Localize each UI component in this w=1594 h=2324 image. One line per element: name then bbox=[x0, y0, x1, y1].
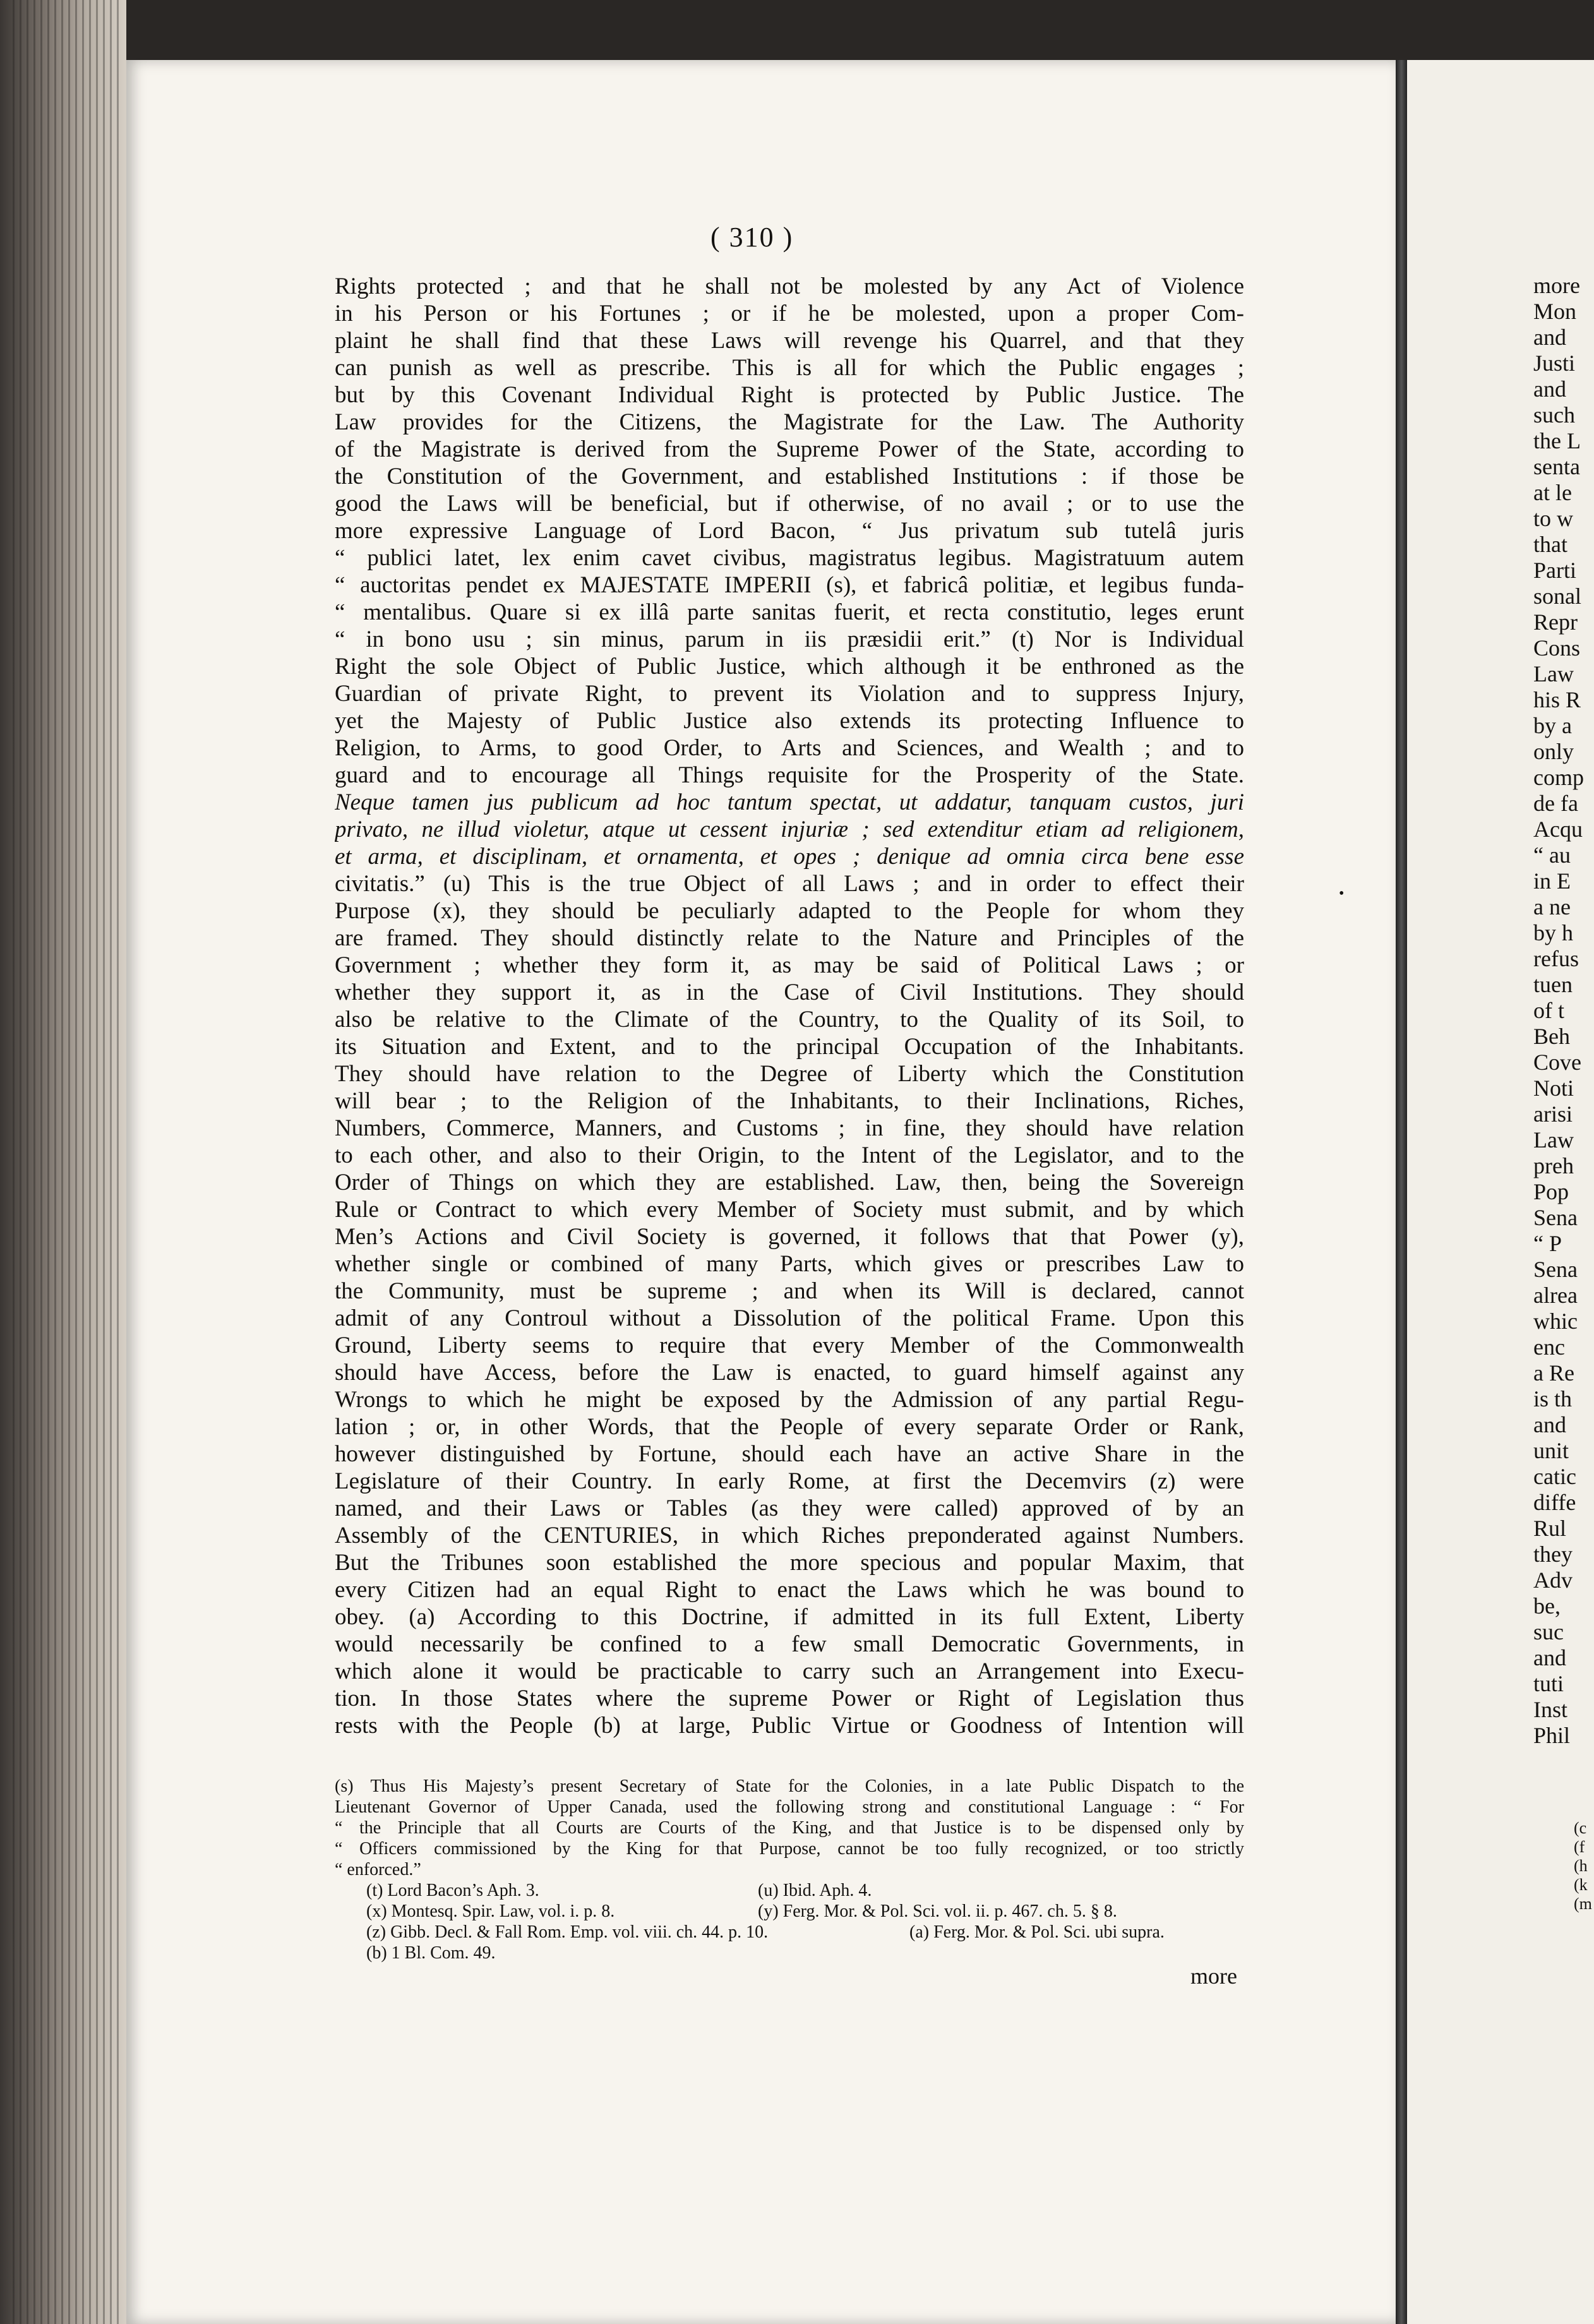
body-line: Law provides for the Citizens, the Magistrate for the Law. The Authority bbox=[335, 409, 1244, 435]
body-line: however distinguished by Fortune, should each have an active Share in the bbox=[335, 1441, 1244, 1467]
footnote-row bbox=[335, 1901, 1244, 1922]
facing-page-line: and bbox=[1533, 325, 1566, 350]
facing-page-line: at le bbox=[1533, 480, 1572, 505]
footnote-line: Lieutenant Governor of Upper Canada, used the following strong and constitutional Language : “ For bbox=[335, 1797, 1244, 1817]
facing-page-line: Repr bbox=[1533, 609, 1578, 635]
body-line: et arma, et disciplinam, et ornamenta, et opes ; denique ad omnia circa bene esse bbox=[335, 844, 1244, 870]
body-line: Rule or Contract to which every Member of Society must submit, and by which bbox=[335, 1197, 1244, 1223]
body-line: “ publici latet, lex enim cavet civibus, magistratus legibus. Magistratuum autem bbox=[335, 545, 1244, 571]
page-number: ( 310 ) bbox=[710, 222, 794, 253]
facing-page-line: they bbox=[1533, 1542, 1573, 1567]
facing-page-line: Sena bbox=[1533, 1257, 1578, 1282]
body-line: would necessarily be confined to a few small Democratic Governments, in bbox=[335, 1631, 1244, 1657]
facing-page-line: sonal bbox=[1533, 584, 1581, 609]
body-line: obey. (a) According to this Doctrine, if admitted in its full Extent, Liberty bbox=[335, 1604, 1244, 1630]
body-line: yet the Majesty of Public Justice also extends its protecting Influence to bbox=[335, 708, 1244, 734]
facing-page-line: suc bbox=[1533, 1619, 1564, 1644]
body-line: “ in bono usu ; sin minus, parum in iis præsidii erit.” (t) Nor is Individual bbox=[335, 626, 1244, 652]
body-line: They should have relation to the Degree of Liberty which the Constitution bbox=[335, 1061, 1244, 1087]
body-line: Numbers, Commerce, Manners, and Customs ; in fine, they should have relation bbox=[335, 1115, 1244, 1141]
facing-page-line: and bbox=[1533, 1412, 1566, 1437]
facing-page-line: senta bbox=[1533, 454, 1580, 479]
body-text bbox=[335, 273, 1244, 1739]
body-line: Men’s Actions and Civil Society is governed, it follows that that Power (y), bbox=[335, 1224, 1244, 1250]
facing-page-line: Adv bbox=[1533, 1567, 1573, 1593]
body-line: rests with the People (b) at large, Public Virtue or Goodness of Intention will bbox=[335, 1713, 1244, 1739]
footnote-ref-right: (u) Ibid. Aph. 4. bbox=[758, 1881, 872, 1900]
facing-page-line: such bbox=[1533, 402, 1575, 428]
facing-page-line: Mon bbox=[1533, 299, 1577, 324]
facing-page-line: enc bbox=[1533, 1334, 1565, 1360]
facing-page-line: by a bbox=[1533, 713, 1572, 738]
body-line: the Constitution of the Government, and established Institutions : if those be bbox=[335, 464, 1244, 489]
facing-page-line: a Re bbox=[1533, 1360, 1574, 1386]
facing-page-line: refus bbox=[1533, 946, 1579, 971]
body-line: admit of any Controul without a Dissolution of the political Frame. Upon this bbox=[335, 1305, 1244, 1331]
body-line: guard and to encourage all Things requisite for the Prosperity of the State. bbox=[335, 762, 1244, 788]
facing-page-line: tuen bbox=[1533, 972, 1573, 997]
body-line: whether single or combined of many Parts, which gives or prescribes Law to bbox=[335, 1251, 1244, 1277]
facing-page-note: (k bbox=[1574, 1876, 1588, 1894]
body-line: good the Laws will be beneficial, but if otherwise, of no avail ; or to use the bbox=[335, 491, 1244, 517]
body-line: to each other, and also to their Origin, to the Intent of the Legislator, and to the bbox=[335, 1142, 1244, 1168]
facing-page-line: that bbox=[1533, 532, 1567, 557]
body-line: more expressive Language of Lord Bacon, “ Jus privatum sub tutelâ juris bbox=[335, 518, 1244, 544]
footnote-ref-right: (a) Ferg. Mor. & Pol. Sci. ubi supra. bbox=[909, 1922, 1165, 1942]
body-line: every Citizen had an equal Right to enact the Laws which he was bound to bbox=[335, 1577, 1244, 1603]
facing-page-line: unit bbox=[1533, 1438, 1569, 1463]
body-line: Rights protected ; and that he shall not be molested by any Act of Violence bbox=[335, 273, 1244, 299]
body-line: Neque tamen jus publicum ad hoc tantum spectat, ut addatur, tanquam custos, juri bbox=[335, 789, 1244, 815]
body-line: its Situation and Extent, and to the principal Occupation of the Inhabitants. bbox=[335, 1034, 1244, 1060]
body-line: will bear ; to the Religion of the Inhabitants, to their Inclinations, Riches, bbox=[335, 1088, 1244, 1114]
facing-page-line: Noti bbox=[1533, 1075, 1574, 1101]
catchword: more bbox=[1190, 1963, 1237, 1989]
body-line: Government ; whether they form it, as may be said of Political Laws ; or bbox=[335, 952, 1244, 978]
footnote-row bbox=[335, 1880, 1244, 1901]
footnote-line: “ enforced.” bbox=[335, 1860, 421, 1879]
facing-page-line: Sena bbox=[1533, 1205, 1578, 1230]
facing-page-line: “ au bbox=[1533, 842, 1571, 868]
footnote-line: “ Officers commissioned by the King for that Purpose, cannot be too fully recognized, or too strictly bbox=[335, 1839, 1244, 1859]
footnote-references bbox=[335, 1880, 1244, 1963]
body-line: in his Person or his Fortunes ; or if he be molested, upon a proper Com- bbox=[335, 301, 1244, 326]
facing-page-line: tuti bbox=[1533, 1671, 1564, 1696]
footnote-ref-right: (y) Ferg. Mor. & Pol. Sci. vol. ii. p. 467. ch. 5. § 8. bbox=[758, 1902, 1117, 1921]
footnote-line: “ the Principle that all Courts are Courts of the King, and that Justice is to be dispensed only by bbox=[335, 1818, 1244, 1838]
facing-page-line: be, bbox=[1533, 1593, 1561, 1619]
footnote-row bbox=[335, 1922, 1244, 1943]
body-line: tion. In those States where the supreme Power or Right of Legislation thus bbox=[335, 1686, 1244, 1711]
body-line: whether they support it, as in the Case of Civil Institutions. They should bbox=[335, 979, 1244, 1005]
body-line: Right the sole Object of Public Justice, which although it be enthroned as the bbox=[335, 654, 1244, 680]
facing-page-line: Phil bbox=[1533, 1723, 1571, 1748]
facing-page-line: comp bbox=[1533, 765, 1584, 790]
body-line: of the Magistrate is derived from the Supreme Power of the State, according to bbox=[335, 436, 1244, 462]
facing-page-line: by h bbox=[1533, 920, 1573, 945]
body-line: the Community, must be supreme ; and when its Will is declared, cannot bbox=[335, 1278, 1244, 1304]
footnote-ref-left: (b) 1 Bl. Com. 49. bbox=[366, 1943, 496, 1963]
facing-page-line: in E bbox=[1533, 868, 1571, 894]
facing-page-notes bbox=[1574, 1819, 1594, 1914]
facing-page-note: (h bbox=[1574, 1857, 1588, 1875]
facing-page-line: Pop bbox=[1533, 1179, 1569, 1204]
body-line: but by this Covenant Individual Right is protected by Public Justice. The bbox=[335, 382, 1244, 408]
body-line: Order of Things on which they are established. Law, then, being the Sovereign bbox=[335, 1170, 1244, 1195]
facing-page-line: the L bbox=[1533, 428, 1581, 453]
facing-page-line: of t bbox=[1533, 998, 1564, 1023]
footnote-ref-left: (x) Montesq. Spir. Law, vol. i. p. 8. bbox=[366, 1902, 615, 1921]
facing-page-note: (c bbox=[1574, 1819, 1587, 1837]
body-line: privato, ne illud violetur, atque ut cessent injuriæ ; sed extenditur etiam ad religionem, bbox=[335, 817, 1244, 842]
body-line: Wrongs to which he might be exposed by the Admission of any partial Regu- bbox=[335, 1387, 1244, 1413]
footnote-s bbox=[335, 1776, 1244, 1880]
body-line: named, and their Laws or Tables (as they were called) approved of by an bbox=[335, 1495, 1244, 1521]
facing-page-line: Justi bbox=[1533, 350, 1576, 376]
facing-page-line: and bbox=[1533, 376, 1566, 402]
footnote-line: (s) Thus His Majesty’s present Secretary of State for the Colonies, in a late Public Dispatch to the bbox=[335, 1776, 1244, 1796]
footnote-ref-left: (z) Gibb. Decl. & Fall Rom. Emp. vol. viii. ch. 44. p. 10. bbox=[366, 1922, 769, 1942]
facing-page-line: is th bbox=[1533, 1386, 1573, 1411]
facing-page-line: Cove bbox=[1533, 1050, 1581, 1075]
facing-page-line: diffe bbox=[1533, 1490, 1576, 1515]
facing-page-line: alrea bbox=[1533, 1283, 1578, 1308]
body-line: civitatis.” (u) This is the true Object of all Laws ; and in order to effect their bbox=[335, 871, 1244, 897]
body-line: lation ; or, in other Words, that the People of every separate Order or Rank, bbox=[335, 1414, 1244, 1440]
facing-page-line: arisi bbox=[1533, 1101, 1573, 1127]
facing-page-line: Law bbox=[1533, 1127, 1574, 1153]
body-line: which alone it would be practicable to carry such an Arrangement into Execu- bbox=[335, 1658, 1244, 1684]
facing-page-note: (m bbox=[1574, 1895, 1592, 1913]
body-line: Religion, to Arms, to good Order, to Arts and Sciences, and Wealth ; and to bbox=[335, 735, 1244, 761]
facing-page-line: a ne bbox=[1533, 894, 1571, 919]
body-line: But the Tribunes soon established the more specious and popular Maxim, that bbox=[335, 1550, 1244, 1576]
body-line: “ mentalibus. Quare si ex illâ parte sanitas fuerit, et recta constitutio, leges erunt bbox=[335, 599, 1244, 625]
footnote-row bbox=[335, 1943, 1244, 1963]
body-line: should have Access, before the Law is enacted, to guard himself against any bbox=[335, 1360, 1244, 1386]
footnotes bbox=[335, 1776, 1244, 1963]
facing-page-line: to w bbox=[1533, 506, 1573, 531]
facing-page-line: catic bbox=[1533, 1464, 1576, 1489]
facing-page-line: “ P bbox=[1533, 1231, 1562, 1256]
body-line: also be relative to the Climate of the Country, to the Quality of its Soil, to bbox=[335, 1007, 1244, 1033]
body-line: Guardian of private Right, to prevent its Violation and to suppress Injury, bbox=[335, 681, 1244, 707]
facing-page-text bbox=[1533, 273, 1594, 1749]
facing-page-note: (f bbox=[1574, 1838, 1585, 1856]
facing-page-line: Rul bbox=[1533, 1516, 1567, 1541]
body-line: “ auctoritas pendet ex MAJESTATE IMPERII (s), et fabricâ politiæ, et legibus funda- bbox=[335, 572, 1244, 598]
facing-page-line: preh bbox=[1533, 1153, 1574, 1178]
body-line: can punish as well as prescribe. This is all for which the Public engages ; bbox=[335, 355, 1244, 381]
facing-page-line: Inst bbox=[1533, 1697, 1567, 1722]
body-line: Purpose (x), they should be peculiarly adapted to the People for whom they bbox=[335, 898, 1244, 924]
facing-page-line: Beh bbox=[1533, 1024, 1570, 1049]
body-line: plaint he shall find that these Laws will revenge his Quarrel, and that they bbox=[335, 328, 1244, 354]
facing-page-line: Parti bbox=[1533, 558, 1576, 583]
facing-page-line: and bbox=[1533, 1645, 1566, 1670]
facing-page-line: Cons bbox=[1533, 635, 1581, 661]
body-line: are framed. They should distinctly relate to the Nature and Principles of the bbox=[335, 925, 1244, 951]
ink-speck: • bbox=[1339, 885, 1345, 902]
facing-page-line: Law bbox=[1533, 661, 1574, 686]
page-edge-stack bbox=[13, 0, 120, 2324]
body-line: Legislature of their Country. In early Rome, at first the Decemvirs (z) were bbox=[335, 1468, 1244, 1494]
footnote-ref-left: (t) Lord Bacon’s Aph. 3. bbox=[366, 1881, 539, 1900]
facing-page-line: de fa bbox=[1533, 791, 1578, 816]
book-gutter bbox=[1396, 60, 1407, 2324]
facing-page-line: only bbox=[1533, 739, 1574, 764]
facing-page-line: more bbox=[1533, 273, 1580, 298]
facing-page-line: Acqu bbox=[1533, 817, 1583, 842]
body-line: Assembly of the CENTURIES, in which Riches preponderated against Numbers. bbox=[335, 1523, 1244, 1548]
facing-page-line: whic bbox=[1533, 1309, 1578, 1334]
body-line: Ground, Liberty seems to require that every Member of the Commonwealth bbox=[335, 1333, 1244, 1358]
facing-page-line: his R bbox=[1533, 687, 1581, 712]
